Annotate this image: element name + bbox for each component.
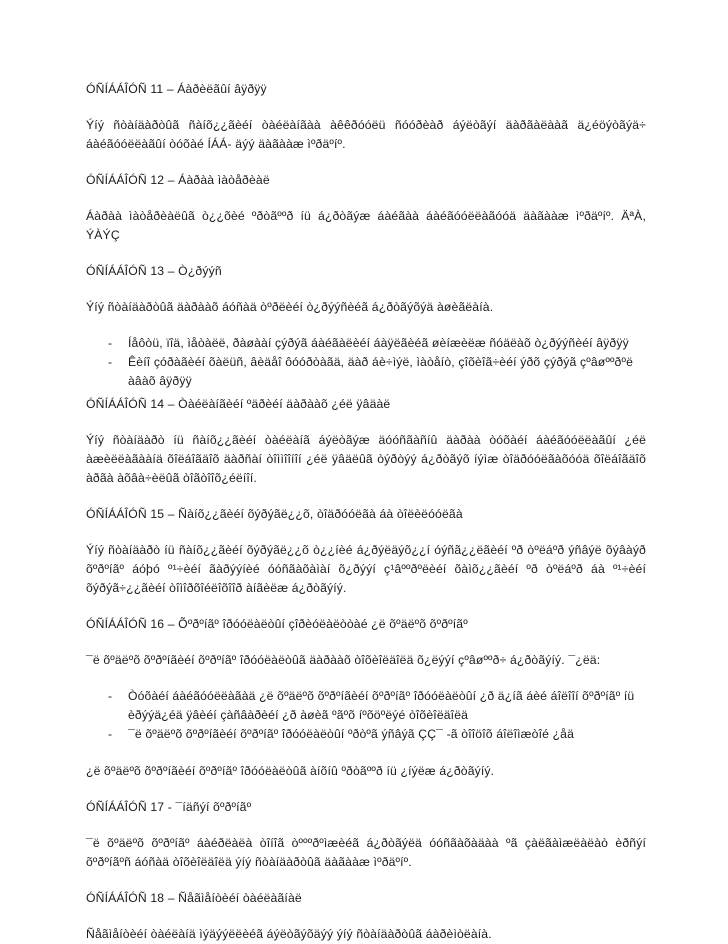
section-title: ÓÑÍÁÁÎÓÑ 13 – Ò¿ðýýñ xyxy=(86,264,222,278)
section-paragraph: Ýíý ñòàíäàðòûã äàðààõ áóñàä òºðëèéí ò¿ðýýñèéã á¿ðòãýõýä àøèãëàíà. xyxy=(86,300,494,314)
section-paragraph: Ýíý ñòàíäàðòûã ñàíõ¿¿ãèéí òàéëàíãàà àêêðóóëü ñóóðèàð áýëòãýí äàðãàëààã ä¿éöýòãýä÷ áàéãóóëëàãûí òóõàé ÍÁÁ- äýý äàãààæ ìºðäºíº. xyxy=(86,118,646,151)
section-title: ÓÑÍÁÁÎÓÑ 18 – Ñåãìåíòèéí òàéëàãíàë xyxy=(86,891,302,905)
list-item-text: ¯ë õºäëºõ õºðºíãèéí õºðºíãº îðóóëàëòûí ºðòºã ýñâýã ÇÇ¯ -ã òîîöîõ áîëîìæòîé ¿åä xyxy=(128,727,575,741)
section-paragraph: Ýíý ñòàíäàðò íü ñàíõ¿¿ãèéí òàéëàíã áýëòãýæ äóóñãàñíû äàðàà òóõàéí áàéãóóëëàãûí ¿éë àæèëëàãààíä õîëáîãäîõ äàðñàí òîììîîíîí ¿éë ÿâäëûã òýðòýý á¿ðòãýõ íýìæ òîäðóóëãàõóóä õîëáîãäîõ àðãà àõâà÷èëûã òîãòîîõ¿éëíîí. xyxy=(86,433,646,485)
bullet-list xyxy=(86,334,646,391)
list-item xyxy=(86,353,646,391)
section-paragraph: ¿ë õºäëºõ õºðºíãèéí õºðºíãº îðóóëàëòûã àíõíû ºðòãººð íü ¿íýëæ á¿ðòãýíý. xyxy=(86,764,495,778)
list-item xyxy=(86,687,646,725)
list-item xyxy=(86,334,646,353)
section-title: ÓÑÍÁÁÎÓÑ 14 – Òàéëàíãèéí ºäðèéí äàðààõ ¿éë ÿâäàë xyxy=(86,397,391,411)
list-item-text: Êèíî çóðàãèéí õàëüñ, âèäåî ôóóðòàãä, äàð áè÷ìýë, ìàòåíò, çîõèîã÷èéí ýðõ çýðýã çºâøººðºë àâàõ âÿðÿÿ xyxy=(128,355,634,388)
bullet-dash: - xyxy=(108,336,113,350)
list-item-text: Íåôòü, ïîä, ìåòàëë, ðàøààí çýðýã áàéãàëèéí áàÿëãèéã øèíæèëæ ñóäëàõ ò¿ðýýñèéí âÿðÿÿ xyxy=(128,336,629,350)
section-title: ÓÑÍÁÁÎÓÑ 15 – Ñàíõ¿¿ãèéí õýðýãë¿¿õ, òîäðóóëãà áà òîëèëóóëãà xyxy=(86,507,463,521)
document-page xyxy=(86,80,646,944)
section-paragraph: Ñåãìåíòèéí òàéëàíä ìýäýýëëèéã áýëòãýõäýý ýíý ñòàíäàðòûã áàðèìòëàíà. xyxy=(86,927,492,941)
section-title: ÓÑÍÁÁÎÓÑ 16 – Õºðºíãº îðóóëàëòûí çîðèóëàëòòàé ¿ë õºäëºõ õºðºíãº xyxy=(86,617,468,631)
bullet-dash: - xyxy=(108,355,113,369)
bullet-list xyxy=(86,687,646,744)
bullet-dash: - xyxy=(108,727,113,741)
section-paragraph: ¯ë õºäëºõ õºðºíãèéí õºðºíãº îðóóëàëòûã äàðààõ òîõèîëäîëä õ¿ëýýí çºâøººð÷ á¿ðòãýíý. ¯¿ëä: xyxy=(86,653,601,667)
section-paragraph: Ýíý ñòàíäàðò íü ñàíõ¿¿ãèéí õýðýãë¿¿õ ò¿¿íèé á¿ðýëäýõ¿¿í óýñã¿¿ëãèéí ºð òºëáºð ýñâýë õýâàýð õºðºíãº áóþó º¹÷èéí ãàðýýíèé óóñãàõàìàí õ¿ðýýí ç¹âººðºëèéí õàìõ¿¿ãèéí ºð òºëáºð áà º¹÷èéí õýðýã÷¿¿ãèéí òîìîðõîéëîõîîð àíãèëæ á¿ðòãýíý. xyxy=(86,543,646,595)
bullet-dash: - xyxy=(108,689,113,703)
section-title: ÓÑÍÁÁÎÓÑ 17 - ¯íäñýí õºðºíãº xyxy=(86,800,252,814)
section-paragraph: Áàðàà ìàòåðèàëûã ò¿¿õèé ºðòãººð íü á¿ðòãýæ áàéãàà áàéãóóëëàãóóä äàãààæ ìºðäºíº. ÄªÀ, ÝÀÝÇ xyxy=(86,209,646,242)
section-title: ÓÑÍÁÁÎÓÑ 12 – Áàðàà ìàòåðèàë xyxy=(86,173,270,187)
section-title: ÓÑÍÁÁÎÓÑ 11 – Áàðèëãûí âÿðÿÿ xyxy=(86,82,267,96)
section-paragraph: ¯ë õºäëºõ õºðºíãº áàéðëàëà òîíîã òºººðºìæèéã á¿ðòãýëä óóñãàõàäàà ºã çàëãàìæëàëàò èðñýí õºðºíãºñ áóñàä òîõèîëäîëä ýíý ñòàíäàðòûã äàãààæ ìºðäºíº. xyxy=(86,836,646,869)
list-item xyxy=(86,725,646,744)
list-item-text: Òóõàéí áàéãóóëëàãàä ¿ë õºäëºõ õºðºíãèéí õºðºíãº îðóóëàëòûí ¿ð ä¿íã áèé áîëîîí õºðºíãº íü èðýýä¿éä ÿâèéí çàñâàðèéí ¿ð àøèã ºãºõ íºõöºëýé òîõèîëäîëä xyxy=(128,689,635,722)
